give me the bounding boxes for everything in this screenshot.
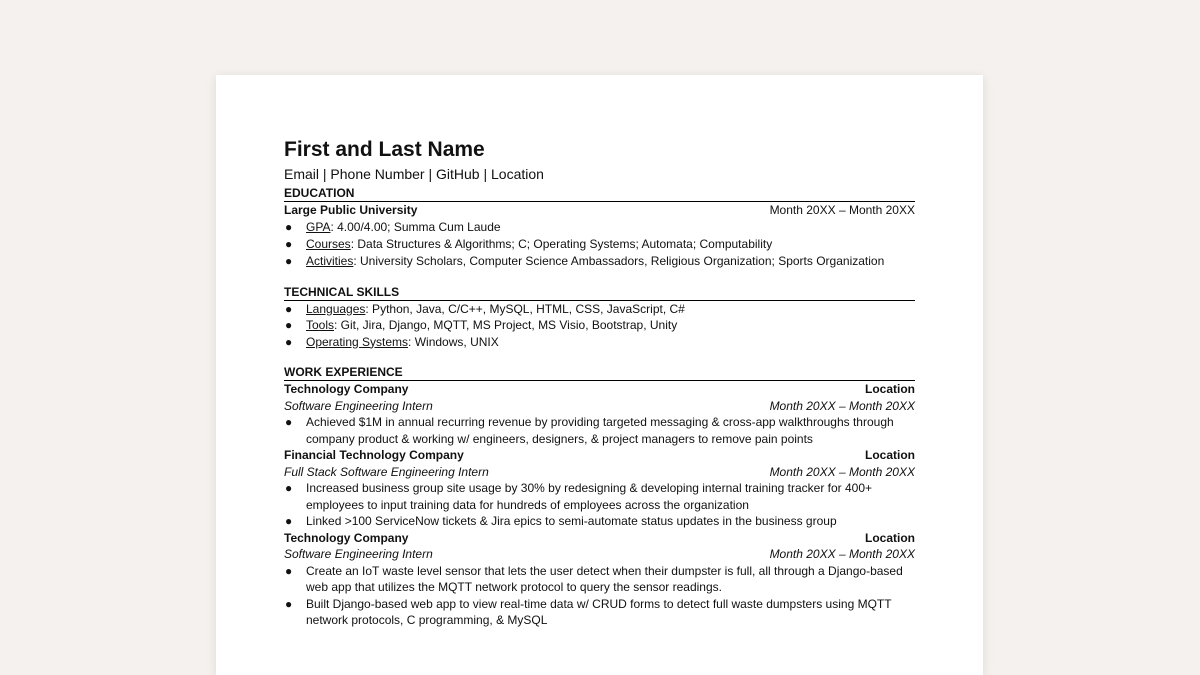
item-text: : Windows, UNIX <box>408 334 499 349</box>
job-header-row <box>284 530 915 547</box>
bullet-text: Built Django-based web app to view real-time data w/ CRUD forms to detect full waste dumpsters using MQTT network protocols, C programming, & MySQL <box>306 596 892 627</box>
job-bullets <box>284 414 915 447</box>
skills-list <box>284 301 915 351</box>
company-name: Financial Technology Company <box>284 448 464 462</box>
list-item <box>284 301 915 318</box>
bullet-text: Create an IoT waste level sensor that lets the user detect when their dumpster is full, all through a Django-based web app that utilizes the MQTT network protocol to query the sensor readings. <box>306 563 903 594</box>
job-dates: Month 20XX – Month 20XX <box>769 547 915 561</box>
job-location: Location <box>865 530 915 545</box>
bullet-text: Achieved $1M in annual recurring revenue by providing targeted messaging & cross-app walkthroughs through company product & working w/ engineers, designers, & project managers to remove pain points <box>306 415 894 446</box>
bullet-icon: ● <box>285 563 293 578</box>
list-item <box>284 219 915 236</box>
list-item <box>284 513 915 530</box>
contact-line: Email | Phone Number | GitHub | Location <box>284 166 544 182</box>
item-text: : Python, Java, C/C++, MySQL, HTML, CSS, JavaScript, C# <box>365 301 685 316</box>
job-location: Location <box>865 382 915 396</box>
list-item <box>284 334 915 351</box>
education-dates: Month 20XX – Month 20XX <box>769 203 915 217</box>
item-label: Languages <box>306 301 366 316</box>
job-role-row <box>284 546 915 563</box>
bullet-icon: ● <box>285 481 293 495</box>
item-label: Activities <box>306 254 354 268</box>
job-header-row <box>284 447 915 464</box>
section-title-education: EDUCATION <box>284 186 915 202</box>
bullet-text: Linked >100 ServiceNow tickets & Jira epics to semi-automate status updates in the business group <box>306 514 837 528</box>
candidate-name: First and Last Name <box>284 138 485 161</box>
list-item <box>284 253 915 270</box>
job-role: Software Engineering Intern <box>284 398 433 413</box>
job-header-row <box>284 381 915 398</box>
bullet-icon: ● <box>285 254 293 268</box>
item-label: Operating Systems <box>306 334 409 349</box>
list-item <box>284 414 915 447</box>
bullet-icon: ● <box>285 237 293 251</box>
bullet-icon: ● <box>285 301 293 316</box>
job-role: Full Stack Software Engineering Intern <box>284 464 489 479</box>
list-item <box>284 563 915 596</box>
job-entry <box>284 381 915 447</box>
resume-content <box>284 137 915 629</box>
job-entry <box>284 530 915 629</box>
education-header-row <box>284 202 915 219</box>
section-title-work: WORK EXPERIENCE <box>284 365 915 381</box>
job-dates: Month 20XX – Month 20XX <box>769 464 915 479</box>
bullet-icon: ● <box>285 220 293 234</box>
list-item <box>284 596 915 629</box>
resume-page <box>216 75 983 675</box>
item-label: Courses <box>306 237 351 251</box>
item-label: Tools <box>306 318 335 332</box>
bullet-icon: ● <box>285 415 293 429</box>
company-name: Technology Company <box>284 382 409 396</box>
education-list <box>284 219 915 270</box>
job-role-row <box>284 398 915 415</box>
job-bullets <box>284 480 915 530</box>
item-label: GPA <box>306 220 331 234</box>
job-role-row <box>284 464 915 481</box>
item-text: : 4.00/4.00; Summa Cum Laude <box>330 220 501 234</box>
section-title-skills: TECHNICAL SKILLS <box>284 285 915 301</box>
company-name: Technology Company <box>284 530 409 545</box>
item-text: : Data Structures & Algorithms; C; Operating Systems; Automata; Computability <box>350 237 773 251</box>
school-name: Large Public University <box>284 203 418 217</box>
list-item <box>284 480 915 513</box>
list-item <box>284 317 915 334</box>
item-text: : Git, Jira, Django, MQTT, MS Project, MS Visio, Bootstrap, Unity <box>334 318 678 332</box>
job-dates: Month 20XX – Month 20XX <box>769 398 915 413</box>
bullet-icon: ● <box>285 318 293 332</box>
job-role: Software Engineering Intern <box>284 547 433 561</box>
bullet-icon: ● <box>285 596 293 611</box>
item-text: : University Scholars, Computer Science Ambassadors, Religious Organization; Sports Organization <box>353 254 885 268</box>
list-item <box>284 236 915 253</box>
job-entry <box>284 447 915 530</box>
bullet-text: Increased business group site usage by 30% by redesigning & developing internal training tracker for 400+ employees to input training data for hundreds of employees across the organization <box>306 481 873 512</box>
job-bullets <box>284 563 915 629</box>
job-location: Location <box>865 448 915 462</box>
bullet-icon: ● <box>285 514 293 528</box>
bullet-icon: ● <box>285 334 293 349</box>
